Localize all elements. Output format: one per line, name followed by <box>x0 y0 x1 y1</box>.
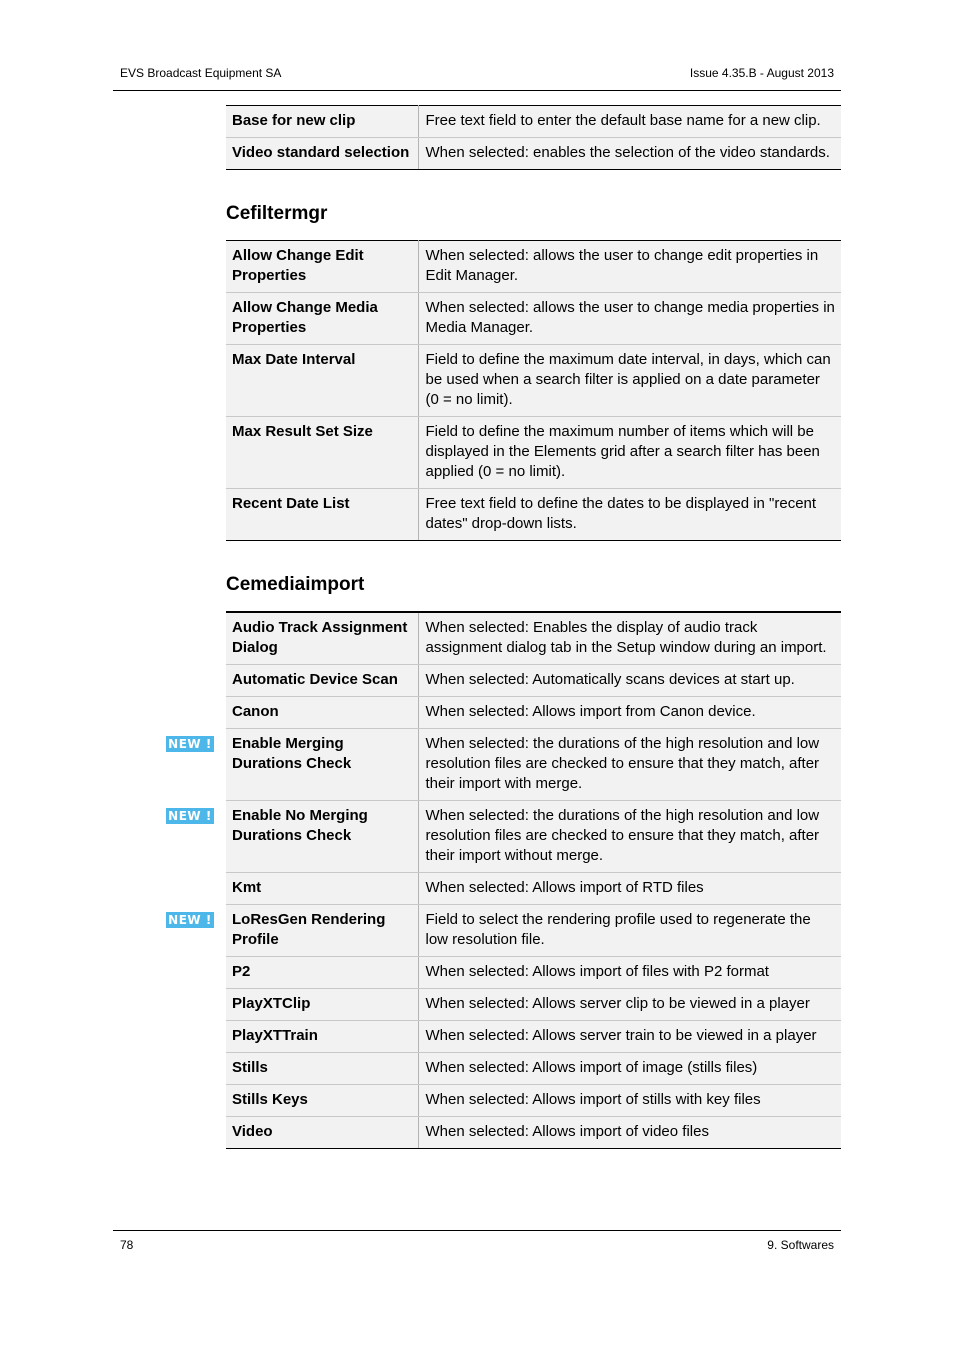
param-name: Canon <box>226 697 418 729</box>
table-row <box>226 1085 841 1117</box>
param-desc: Field to define the maximum number of items which will be displayed in the Elements grid after a search filter has been applied (0 = no limit). <box>418 417 841 489</box>
param-name <box>168 801 418 873</box>
param-desc: When selected: allows the user to change media properties in Media Manager. <box>418 293 841 345</box>
param-name: Recent Date List <box>226 489 418 541</box>
param-desc: Field to select the rendering profile used to regenerate the low resolution file. <box>418 905 841 957</box>
table-row <box>226 293 841 345</box>
new-badge: NEW ! <box>166 736 214 752</box>
param-name: Max Result Set Size <box>226 417 418 489</box>
param-desc: When selected: Allows import of stills with key files <box>418 1085 841 1117</box>
param-name-text: LoResGen Rendering Profile <box>232 911 386 948</box>
param-desc: When selected: Allows server train to be viewed in a player <box>418 1021 841 1053</box>
param-name: PlayXTClip <box>226 989 418 1021</box>
param-name <box>168 905 418 957</box>
table-row <box>226 1053 841 1085</box>
param-name: Audio Track Assignment Dialog <box>226 612 418 665</box>
section-title-cemediaimport: Cemediaimport <box>226 574 365 595</box>
table-top <box>226 105 841 170</box>
param-desc: When selected: Automatically scans devices at start up. <box>418 665 841 697</box>
page-number: 78 <box>120 1238 134 1252</box>
table-row <box>226 138 841 170</box>
table-row <box>226 989 841 1021</box>
page-footer <box>113 1230 841 1252</box>
table-row <box>226 957 841 989</box>
table-row <box>226 873 841 905</box>
param-name: Stills <box>226 1053 418 1085</box>
page-content <box>168 105 841 1149</box>
table-row <box>226 612 841 665</box>
param-name: Base for new clip <box>226 106 418 138</box>
param-desc: When selected: Enables the display of audio track assignment dialog tab in the Setup window during an import. <box>418 612 841 665</box>
table-row <box>226 697 841 729</box>
param-desc: When selected: the durations of the high resolution and low resolution files are checked to ensure that they match, after their import with merge. <box>418 729 841 801</box>
param-desc: When selected: Allows import of files with P2 format <box>418 957 841 989</box>
param-name: Video <box>226 1117 418 1149</box>
param-name <box>168 729 418 801</box>
param-desc: When selected: Allows import of RTD files <box>418 873 841 905</box>
param-desc: When selected: the durations of the high resolution and low resolution files are checked to ensure that they match, after their import without merge. <box>418 801 841 873</box>
param-name-text: Enable Merging Durations Check <box>232 735 352 772</box>
param-desc: When selected: Allows server clip to be viewed in a player <box>418 989 841 1021</box>
table-cemediaimport <box>168 611 841 1149</box>
param-desc: Free text field to enter the default base name for a new clip. <box>418 106 841 138</box>
param-desc: When selected: allows the user to change edit properties in Edit Manager. <box>418 241 841 293</box>
param-name: P2 <box>226 957 418 989</box>
table-row <box>226 345 841 417</box>
table-row <box>226 801 841 873</box>
table-row <box>226 106 841 138</box>
header-company: EVS Broadcast Equipment SA <box>120 66 282 80</box>
header-issue: Issue 4.35.B - August 2013 <box>689 66 834 80</box>
table-row <box>226 417 841 489</box>
table-row <box>226 1117 841 1149</box>
param-name: Max Date Interval <box>226 345 418 417</box>
param-desc: When selected: Allows import from Canon device. <box>418 697 841 729</box>
table-row <box>226 665 841 697</box>
param-desc: Free text field to define the dates to be displayed in "recent dates" drop-down lists. <box>418 489 841 541</box>
section-title-cefiltermgr: Cefiltermgr <box>226 203 328 224</box>
table-row <box>226 729 841 801</box>
new-badge: NEW ! <box>166 808 214 824</box>
param-name: PlayXTTrain <box>226 1021 418 1053</box>
param-name: Kmt <box>226 873 418 905</box>
table-row <box>226 1021 841 1053</box>
param-name: Automatic Device Scan <box>226 665 418 697</box>
new-badge: NEW ! <box>166 912 214 928</box>
table-row <box>226 489 841 541</box>
table-cefiltermgr <box>226 240 841 541</box>
param-name: Stills Keys <box>226 1085 418 1117</box>
table-row <box>226 241 841 293</box>
param-desc: When selected: enables the selection of the video standards. <box>418 138 841 170</box>
param-desc: When selected: Allows import of image (stills files) <box>418 1053 841 1085</box>
param-name-text: Enable No Merging Durations Check <box>232 807 368 844</box>
page-header <box>113 60 841 91</box>
param-desc: When selected: Allows import of video files <box>418 1117 841 1149</box>
param-name: Video standard selection <box>226 138 418 170</box>
param-name: Allow Change Edit Properties <box>226 241 418 293</box>
footer-section: 9. Softwares <box>767 1238 834 1252</box>
table-row <box>226 905 841 957</box>
param-desc: Field to define the maximum date interval, in days, which can be used when a search filter is applied on a date parameter (0 = no limit). <box>418 345 841 417</box>
param-name: Allow Change Media Properties <box>226 293 418 345</box>
